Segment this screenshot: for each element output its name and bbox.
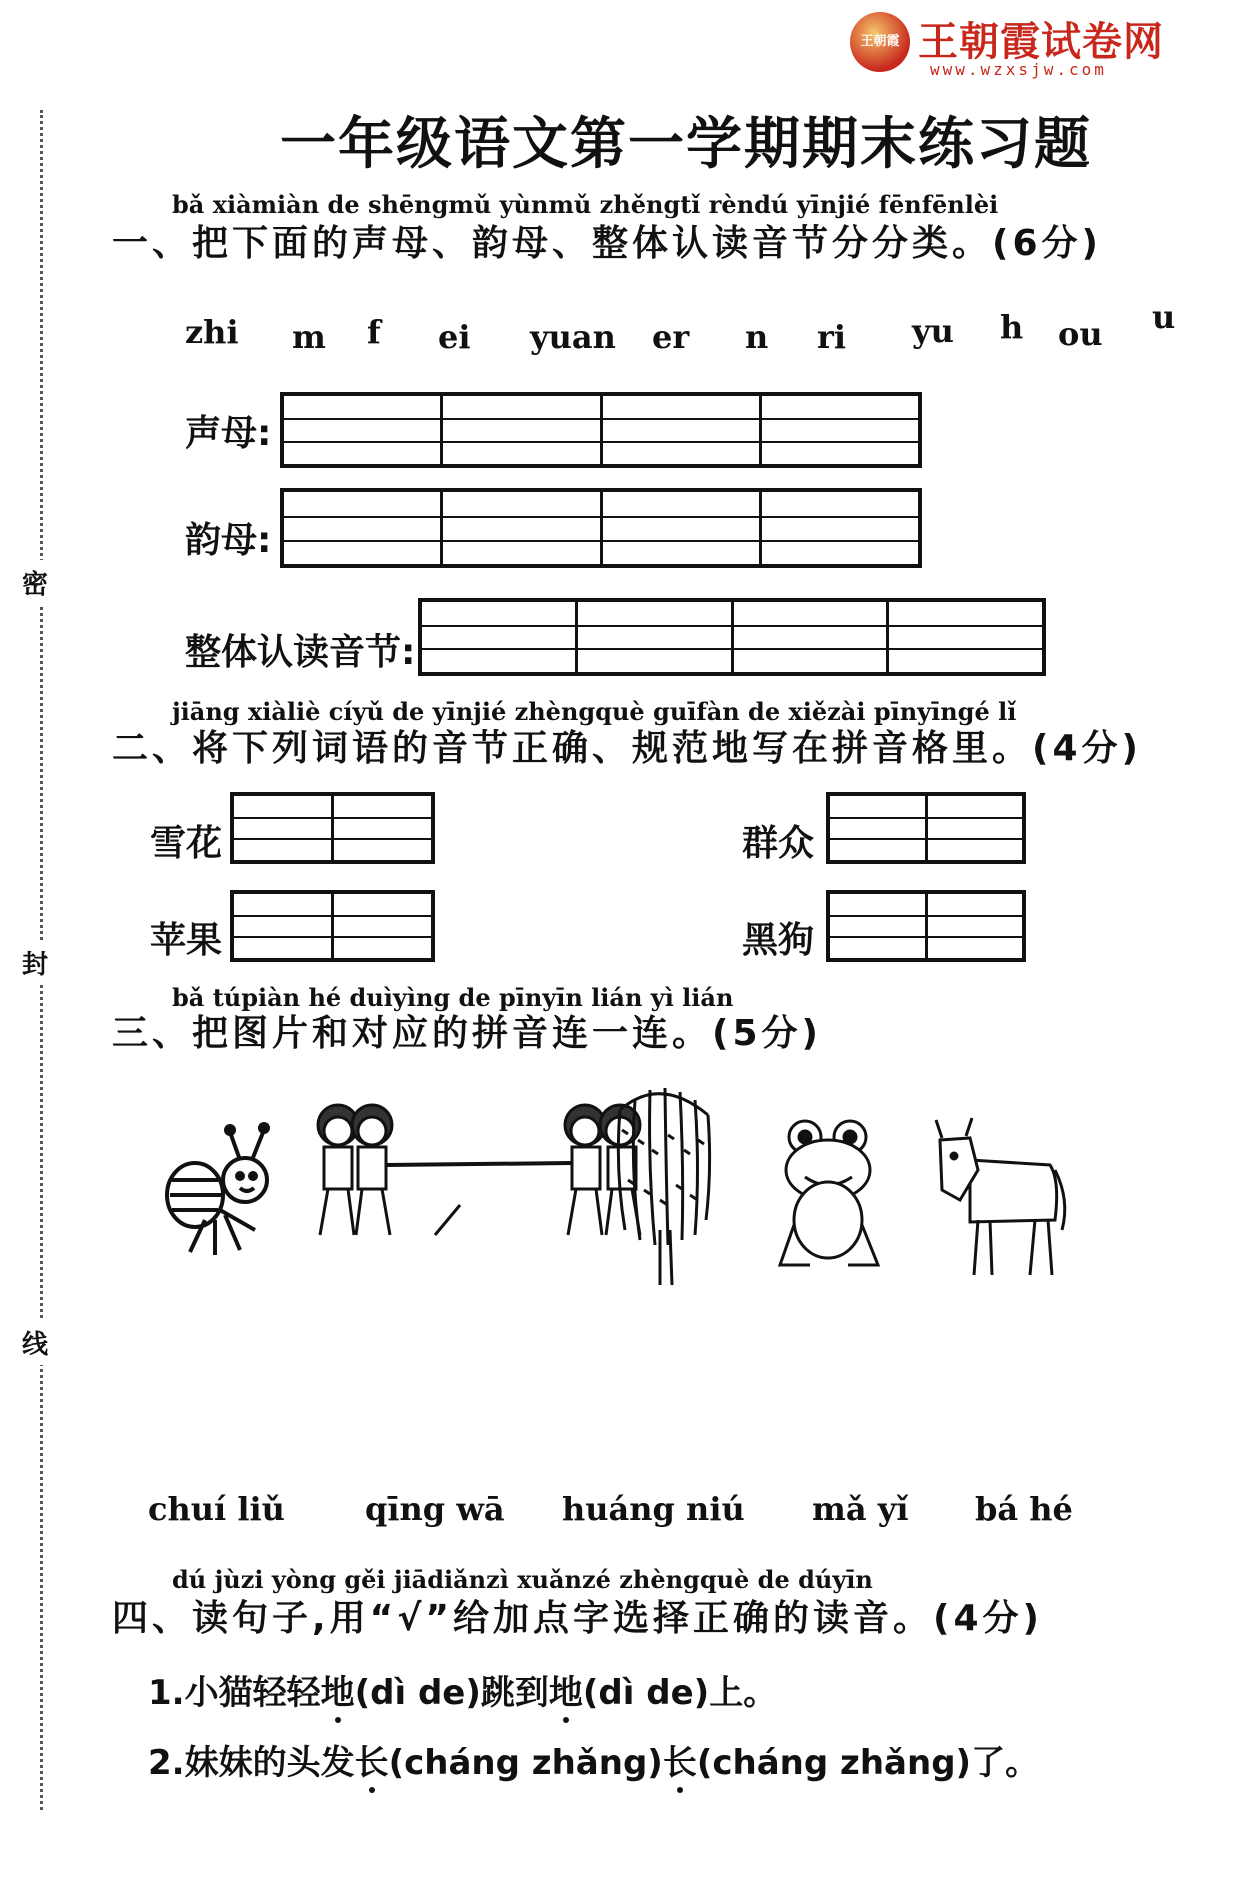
logo-url: www.wzxsjw.com [930,60,1107,79]
syllable-f: f [367,313,381,351]
section2-heading: 二、将下列词语的音节正确、规范地写在拼音格里。(4分) [112,728,1142,769]
sentence-2: 2.妹妹的头发长(cháng zhǎng)长(cháng zhǎng)了。 [148,1743,1040,1783]
zhengti-pinyin-grid[interactable] [418,598,1046,676]
site-logo[interactable] [850,10,1180,80]
syllable-ou: ou [1058,315,1103,353]
answer-bahe[interactable]: bá hé [975,1490,1073,1528]
pingguo-pinyin-grid[interactable] [230,890,435,962]
label-yunmu: 韵母: [185,520,272,561]
answer-huangniu[interactable]: huáng niú [562,1490,745,1528]
word-qunzhong: 群众 [742,823,815,864]
label-zhengti: 整体认读音节: [185,632,416,673]
sentence-1: 1.小猫轻轻地(dì de)跳到地(dì de)上。 [148,1673,778,1713]
syllable-m: m [292,318,326,356]
syllable-u: u [1152,298,1176,336]
answer-mayi[interactable]: mǎ yǐ [812,1490,909,1528]
syllable-zhi: zhi [185,313,239,351]
answer-chuiliu[interactable]: chuí liǔ [148,1490,285,1528]
label-shengmu: 声母: [185,413,272,454]
cow-icon[interactable] [930,1110,1070,1280]
section4-pinyin: dú jùzi yòng gěi jiādiǎnzì xuǎnzé zhèngquè de dúyīn [172,1565,873,1594]
syllable-yuan: yuan [530,318,616,356]
qunzhong-pinyin-grid[interactable] [826,792,1026,864]
yunmu-pinyin-grid[interactable] [280,488,922,568]
syllable-h: h [1000,308,1024,346]
dotted-char-1a: 地 [320,1673,355,1713]
section3-pinyin: bǎ túpiàn hé duìyìng de pīnyīn lián yì lián [172,983,734,1012]
section1-pinyin: bǎ xiàmiàn de shēngmǔ yùnmǔ zhěngtǐ rèndú yīnjié fēnfēnlèi [172,190,999,219]
syllable-yu: yu [912,312,954,350]
section1-heading: 一、把下面的声母、韵母、整体认读音节分分类。(6分) [112,223,1102,264]
logo-emblem-icon: 王朝霞 [850,12,910,72]
shengmu-pinyin-grid[interactable] [280,392,922,468]
reading-choice-2a[interactable]: (cháng zhǎng) [388,1743,663,1783]
logo-name: 王朝霞试卷网 [918,19,1164,65]
reading-choice-2b[interactable]: (cháng zhǎng)了。 [696,1743,1040,1783]
frog-icon[interactable] [770,1115,890,1275]
syllable-n: n [745,318,769,356]
page-title: 一年级语文第一学期期末练习题 [280,112,1092,177]
word-xuehua: 雪花 [150,823,223,864]
section2-pinyin: jiāng xiàliè cíyǔ de yīnjié zhèngquè guīfàn de xiězài pīnyīngé lǐ [172,697,1017,726]
syllable-ei: ei [438,318,471,356]
binding-char-feng: 封 [22,940,48,985]
xuehua-pinyin-grid[interactable] [230,792,435,864]
binding-char-mi: 密 [22,560,48,605]
answer-qingwa[interactable]: qīng wā [365,1490,505,1528]
syllable-ri: ri [817,318,847,356]
ant-icon[interactable] [160,1120,280,1260]
willow-tree-icon[interactable] [600,1080,730,1290]
binding-char-xian: 线 [22,1320,48,1365]
syllable-er: er [652,318,690,356]
heigou-pinyin-grid[interactable] [826,890,1026,962]
tug-of-war-icon[interactable] [310,1085,650,1265]
word-pingguo: 苹果 [150,920,223,961]
dotted-char-2b: 长 [662,1743,697,1783]
section4-heading: 四、读句子,用“√”给加点字选择正确的读音。(4分) [112,1598,1043,1639]
reading-choice-1a[interactable]: (dì de)跳到 [354,1673,549,1713]
reading-choice-1b[interactable]: (dì de)上。 [582,1673,778,1713]
section3-heading: 三、把图片和对应的拼音连一连。(5分) [112,1013,822,1054]
dotted-char-2a: 长 [354,1743,389,1783]
word-heigou: 黑狗 [742,920,815,961]
dotted-char-1b: 地 [548,1673,583,1713]
